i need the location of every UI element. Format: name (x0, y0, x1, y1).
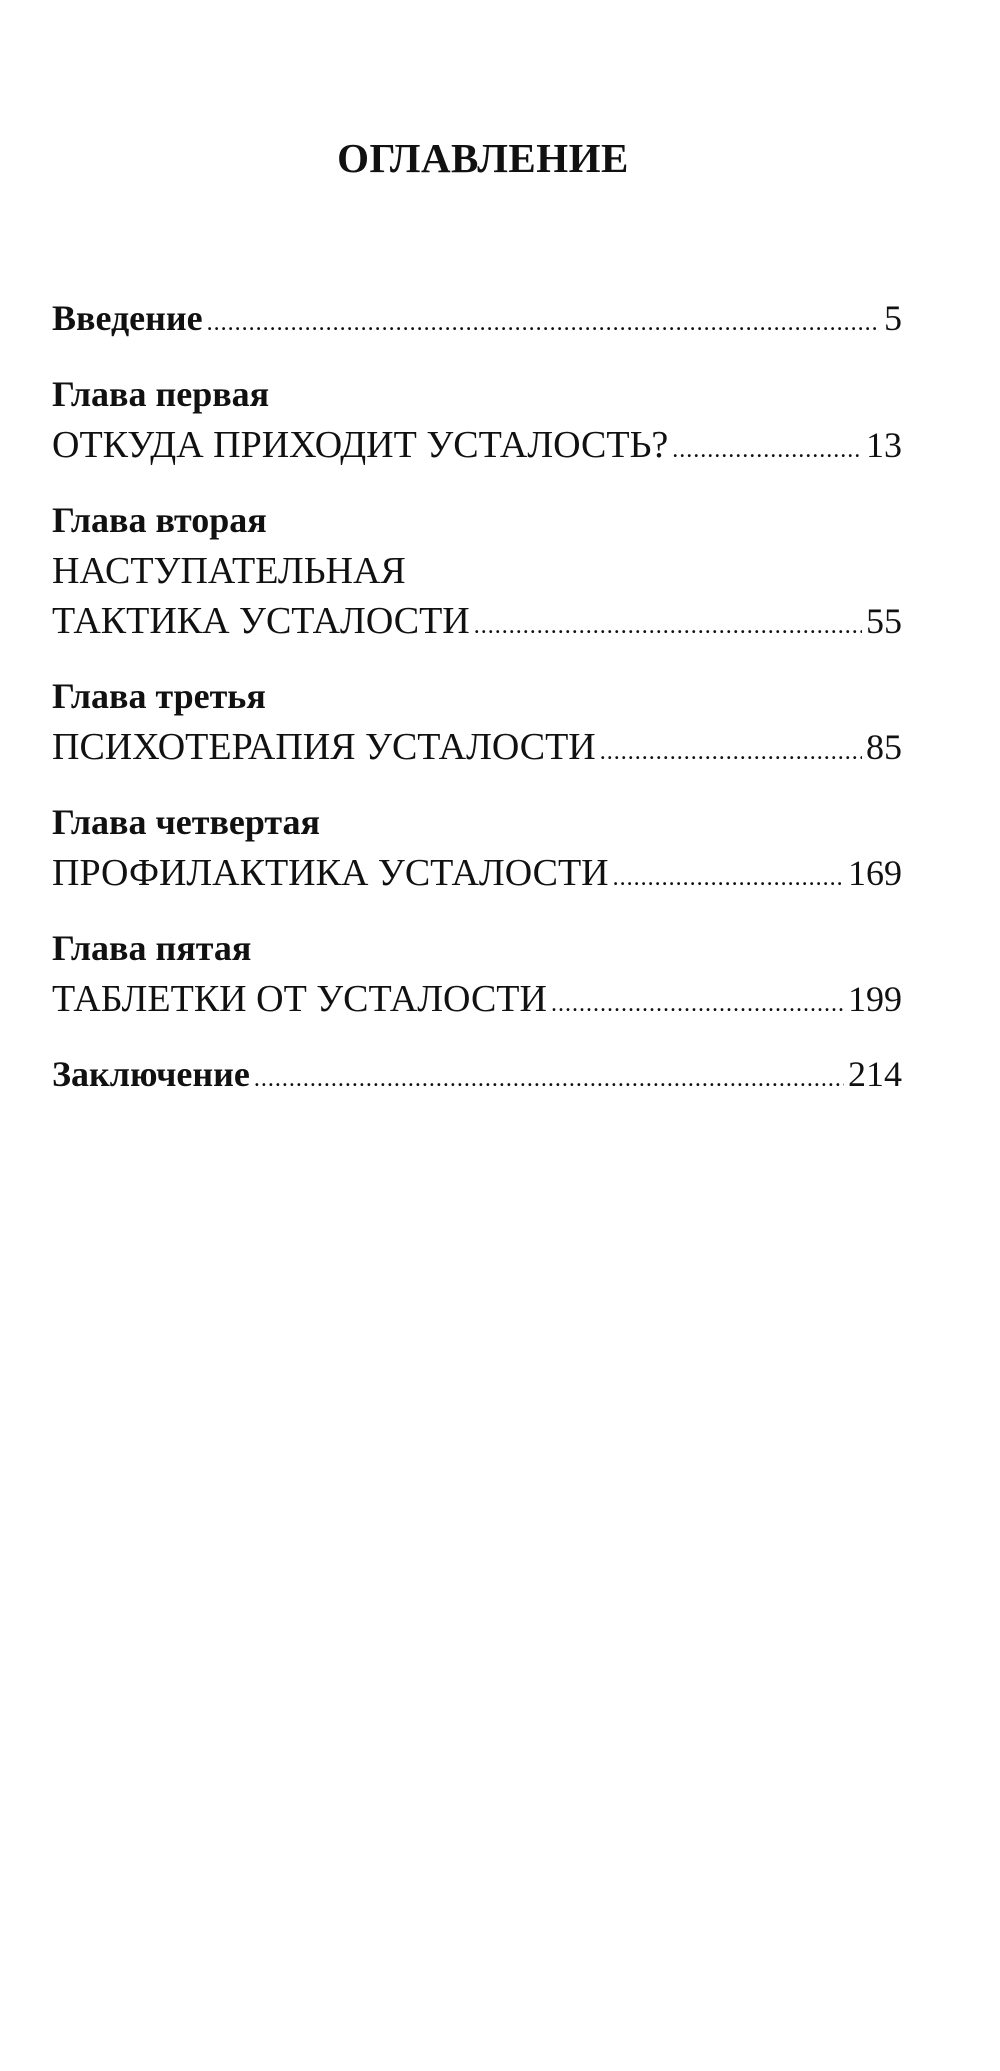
toc-line (52, 296, 902, 346)
chapter-page-number: 55 (866, 601, 902, 641)
chapter-title: ПРОФИЛАКТИКА УСТАЛОСТИ (52, 852, 609, 894)
chapter-title: ПСИХОТЕРАПИЯ УСТАЛОСТИ (52, 726, 596, 768)
leader-dots (600, 737, 862, 767)
intro-page-number: 5 (884, 298, 902, 338)
toc-line (52, 850, 902, 900)
toc-entry-chapter-2 (52, 498, 902, 648)
toc-entry-chapter-3 (52, 674, 902, 774)
toc-entry-chapter-5 (52, 926, 902, 1026)
toc-entry-chapter-1 (52, 372, 902, 472)
leader-dots (207, 308, 880, 338)
leader-dots (254, 1064, 844, 1094)
conclusion-page-number: 214 (848, 1054, 902, 1094)
chapter-title: ТАКТИКА УСТАЛОСТИ (52, 600, 470, 642)
toc-entry-conclusion (52, 1052, 902, 1102)
toc-entry-intro (52, 296, 902, 346)
chapter-page-number: 199 (848, 979, 902, 1019)
toc-line (52, 724, 902, 774)
leader-dots (551, 989, 844, 1019)
leader-dots (672, 435, 862, 465)
intro-label: Введение (52, 298, 203, 338)
toc-entry-chapter-4 (52, 800, 902, 900)
chapter-page-number: 169 (848, 853, 902, 893)
chapter-label: Глава пятая (52, 928, 252, 968)
chapter-title: ТАБЛЕТКИ ОТ УСТАЛОСТИ (52, 978, 547, 1020)
page-title: ОГЛАВЛЕНИЕ (337, 135, 629, 181)
chapter-label: Глава первая (52, 374, 270, 414)
chapter-title-line: НАСТУПАТЕЛЬНАЯ (52, 550, 406, 592)
chapter-label: Глава третья (52, 676, 266, 716)
leader-dots (474, 611, 862, 641)
toc-line (52, 598, 902, 648)
chapter-page-number: 13 (866, 425, 902, 465)
chapter-label: Глава вторая (52, 500, 267, 540)
leader-dots (613, 863, 844, 893)
chapter-label: Глава четвертая (52, 802, 321, 842)
chapter-page-number: 85 (866, 727, 902, 767)
chapter-title: ОТКУДА ПРИХОДИТ УСТАЛОСТЬ? (52, 424, 669, 466)
conclusion-label: Заключение (52, 1054, 250, 1094)
toc-line (52, 422, 902, 472)
table-of-contents (52, 296, 902, 1128)
toc-line (52, 976, 902, 1026)
toc-line (52, 1052, 902, 1102)
